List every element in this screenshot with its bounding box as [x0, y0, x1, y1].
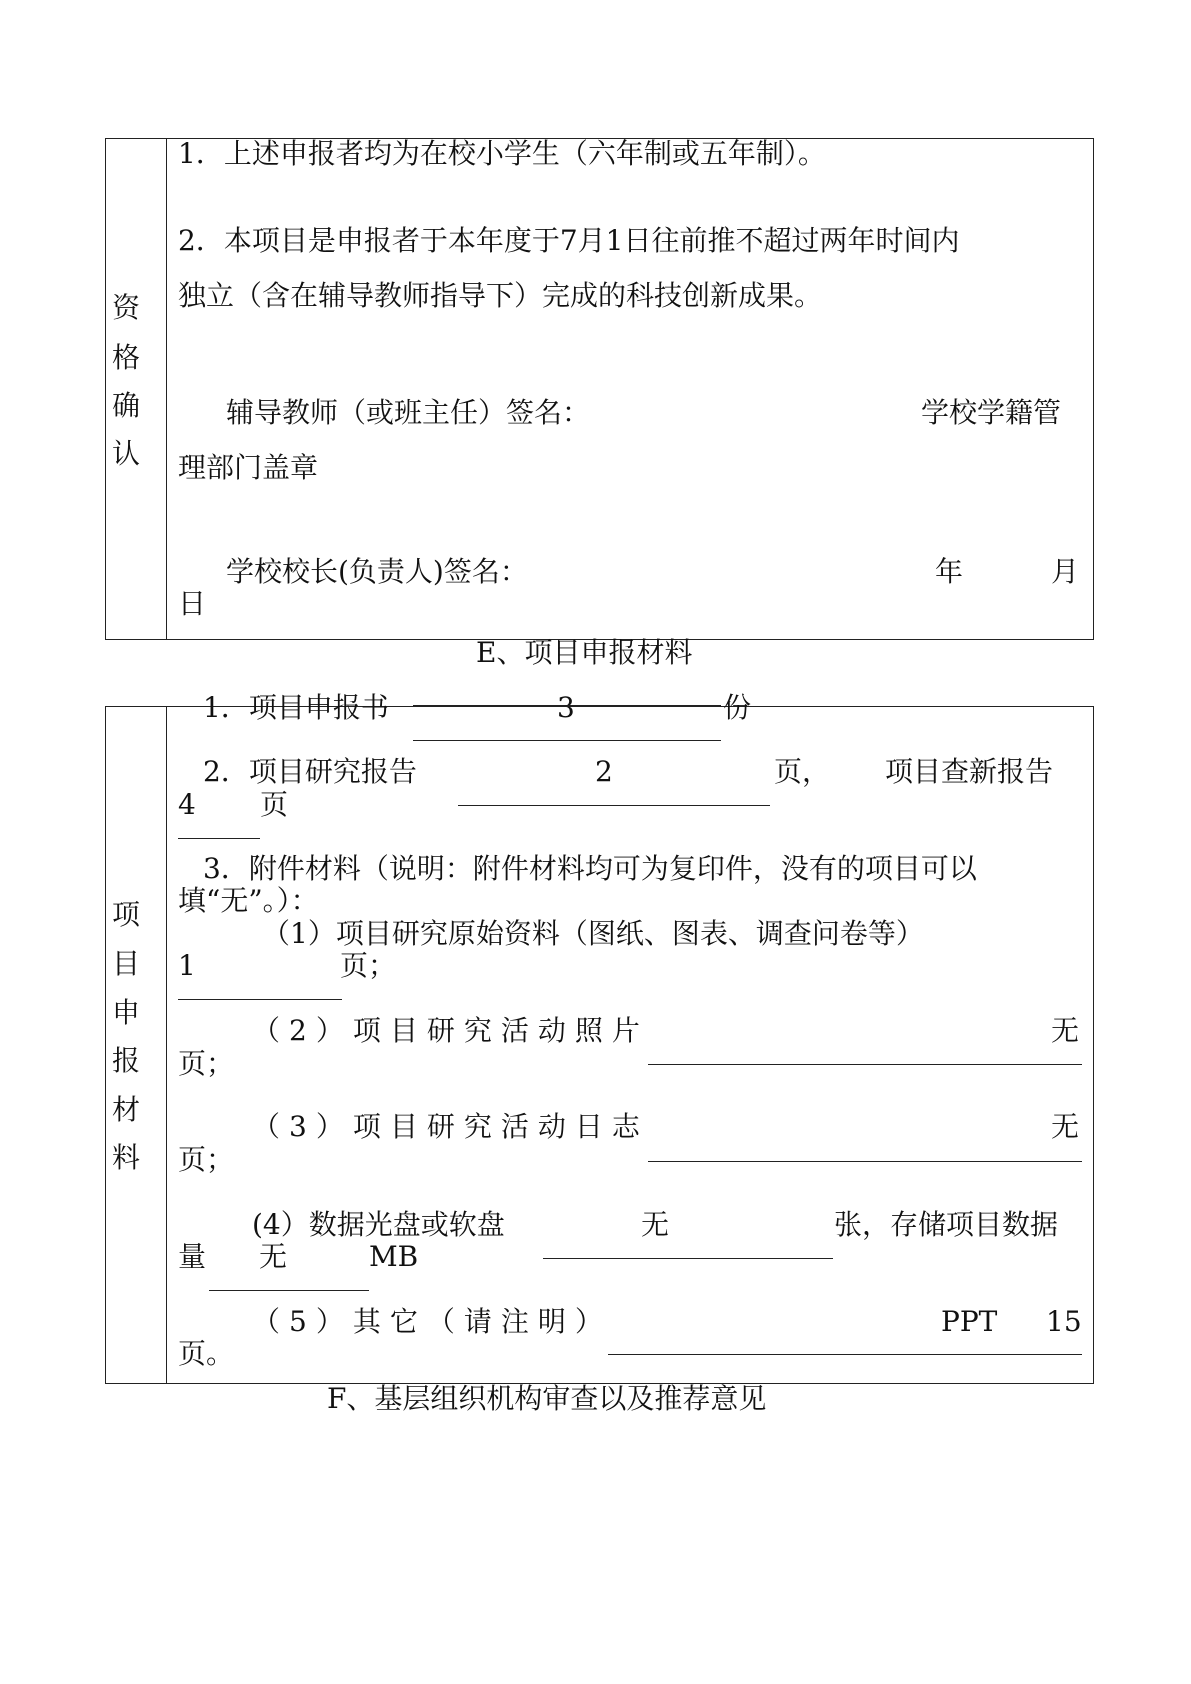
- qualification-divider: [166, 138, 167, 640]
- materials-label-char: 申: [112, 996, 141, 1029]
- sub-3-underline: [648, 1161, 1082, 1162]
- sub-4-value-2: 无: [259, 1240, 288, 1273]
- qualification-label-char: 格: [112, 341, 141, 374]
- item-1-unit: 份: [723, 691, 752, 724]
- materials-label-char: 目: [112, 947, 141, 980]
- section-e-title: E、项目申报材料: [476, 636, 693, 669]
- sub-5-underline: [608, 1354, 1082, 1355]
- item-2-underline: [458, 805, 770, 806]
- item-1-underline-bottom: [413, 740, 721, 741]
- sub-4-unit: 张，存储项目数据: [834, 1208, 1059, 1241]
- date-day: 日: [178, 587, 207, 620]
- principal-signature-label: 学校校长(负责人)签名：: [226, 555, 528, 588]
- sub-2-label: （2）项目研究活动照片: [252, 1014, 649, 1047]
- sub-1-underline: [178, 999, 342, 1000]
- qualification-item-2-line-2: 独立（含在辅导教师指导下）完成的科技创新成果。: [178, 279, 823, 312]
- materials-label-char: 料: [112, 1141, 141, 1174]
- qualification-item-1: 1．上述申报者均为在校小学生（六年制或五年制）。: [178, 137, 826, 170]
- sub-5-label: （5）其它（请注明）: [252, 1305, 612, 1338]
- sub-2-underline: [648, 1064, 1082, 1065]
- school-stamp-label-cont: 理部门盖章: [178, 451, 319, 484]
- item-1-underline: [413, 705, 721, 707]
- item-3-line-2: 填“无”。）：: [178, 884, 319, 917]
- item-2-value-2: 4: [178, 788, 196, 821]
- materials-divider: [166, 706, 167, 1384]
- materials-label-char: 报: [112, 1044, 141, 1077]
- item-2-underline-2: [178, 838, 260, 839]
- sub-4-label-2: 量: [178, 1240, 207, 1273]
- section-f-title: F、基层组织机构审查以及推荐意见: [327, 1382, 767, 1415]
- item-2-unit-2: 页: [260, 788, 289, 821]
- qualification-label-char: 认: [112, 437, 141, 470]
- item-2-label-2: 项目查新报告: [885, 755, 1054, 788]
- sub-2-value: 无: [1051, 1014, 1080, 1047]
- sub-5-value: PPT: [941, 1305, 998, 1338]
- item-3-line-1: 3．附件材料（说明：附件材料均可为复印件，没有的项目可以: [203, 852, 977, 885]
- sub-3-label: （3）项目研究活动日志: [252, 1110, 649, 1143]
- qualification-label-char: 确: [112, 389, 141, 422]
- item-1-label: 1．项目申报书: [203, 691, 389, 724]
- sub-4-label: (4）数据光盘或软盘: [252, 1208, 505, 1241]
- item-2-value: 2: [595, 755, 613, 788]
- sub-2-unit: 页；: [178, 1047, 235, 1080]
- date-year: 年: [935, 555, 964, 588]
- school-stamp-label: 学校学籍管: [921, 396, 1062, 429]
- materials-label-char: 材: [112, 1093, 141, 1126]
- sub-1-value: 1: [178, 949, 196, 982]
- qualification-item-2-line-1: 2．本项目是申报者于本年度于7月1日往前推不超过两年时间内: [178, 224, 960, 257]
- teacher-signature-label: 辅导教师（或班主任）签名：: [226, 396, 591, 429]
- sub-4-underline-2: [209, 1290, 369, 1291]
- sub-1-unit: 页；: [340, 949, 397, 982]
- sub-5-value-2: 15: [1046, 1305, 1082, 1338]
- sub-3-unit: 页；: [178, 1143, 235, 1176]
- materials-label-char: 项: [112, 898, 141, 931]
- sub-5-unit: 页。: [178, 1337, 235, 1370]
- sub-4-underline: [543, 1258, 833, 1259]
- sub-3-value: 无: [1051, 1110, 1080, 1143]
- sub-4-unit-2: MB: [369, 1240, 419, 1273]
- item-2-label: 2．项目研究报告: [203, 755, 417, 788]
- item-1-value: 3: [557, 691, 575, 724]
- qualification-label-char: 资: [112, 291, 141, 324]
- sub-1-label: （1）项目研究原始资料（图纸、图表、调查问卷等）: [262, 917, 924, 950]
- sub-4-value: 无: [641, 1208, 670, 1241]
- date-month: 月: [1051, 555, 1080, 588]
- item-2-unit: 页，: [774, 755, 831, 788]
